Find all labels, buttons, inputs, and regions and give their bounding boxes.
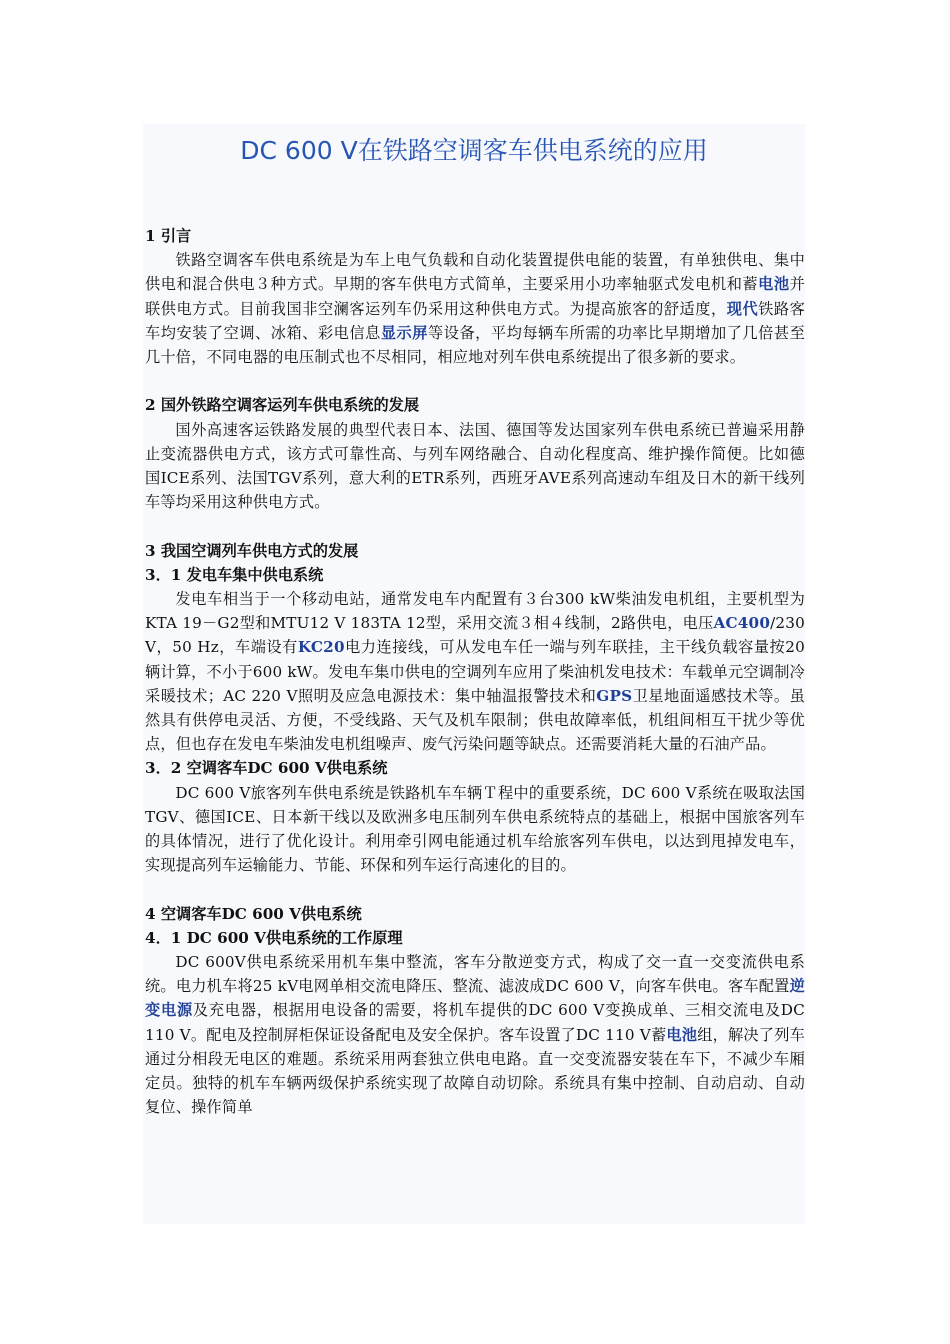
section-1-paragraph: 铁路空调客车供电系统是为车上电气负载和自动化装置提供电能的装置，有单独供电、集中供电和混合供电３种方式。早期的客车供电方式简单，主要采用小功率轴驱式发电机和蓄电池并联供电方式。目前我国非空澜客运列车仍采用这种供电方式。为提高旅客的舒适度，现代铁路客车均安装了空调、冰箱、彩电信息显示屏等设备，平均每辆车所需的功率比早期增加了几倍甚至几十倍，不同电器的电压制式也不尽相同，相应地对列车供电系统提出了很多新的要求。 bbox=[145, 251, 805, 367]
document-body bbox=[145, 224, 805, 1119]
link-inverter-power[interactable]: 逆变电源 bbox=[145, 977, 805, 1020]
section-2-paragraph: 国外高速客运铁路发展的典型代表日本、法国、德国等发达国家列车供电系统已普遍采用静止变流器供电方式，该方式可靠性高、与列车网络融合、自动化程度高、维护操作简便。比如德国ICE系列、法国TGV系列，意大利的ETR系列，西班牙AVE系列高速动车组及日木的新干线列车等均采用这种供电方式。 bbox=[145, 420, 805, 512]
link-kc20[interactable]: KC20 bbox=[297, 638, 345, 657]
link-display-screen[interactable]: 显示屏 bbox=[380, 323, 428, 342]
section-1-heading: 1 引言 bbox=[145, 227, 192, 245]
link-gps[interactable]: GPS bbox=[596, 686, 633, 705]
section-4-1-paragraph: DC 600V供电系统采用机车集中整流，客车分散逆变方式，构成了交一直一交变流供电系统。电力机车将25 kV电网单相交流电降压、整流、滤波成DC 600 V，向客车供电。客车配置逆变电源及充电器，根据用电设备的需要，将机车提供的DC 600 V变换成单、三相交流电及DC 110 V。配电及控制屏柜保证设备配电及安全保护。客车设置了DC 110 V蓄电池组，解决了列车通过分相段无电区的难题。系统采用两套独立供电电路。直一交变流器安装在车下，不减少车厢定员。独特的机车车辆两级保护系统实现了故障自动切除。系统具有集中控制、自动启动、自动复位、操作简单 bbox=[145, 953, 805, 1117]
section-4-heading: 4 空调客车DC 600 V供电系统 bbox=[145, 904, 362, 923]
document-title: DC 600 V在铁路空调客车供电系统的应用 bbox=[240, 136, 708, 165]
section-3-heading: 3 我国空调列车供电方式的发展 bbox=[145, 541, 359, 560]
link-ac400[interactable]: AC400 bbox=[713, 614, 771, 633]
document-page bbox=[143, 124, 805, 1224]
section-2-heading: 2 国外铁路空调客运列车供电系统的发展 bbox=[145, 396, 420, 415]
section-3-1-heading: 3．1 发电车集中供电系统 bbox=[145, 565, 324, 584]
link-modern[interactable]: 现代 bbox=[726, 299, 759, 318]
link-battery-2[interactable]: 电池 bbox=[666, 1025, 698, 1044]
section-3-2-paragraph: DC 600 V旅客列车供电系统是铁路机车车辆Ｔ程中的重要系统，DC 600 V系统在吸取法国TGV、德国ICE、日本新干线以及欧洲多电压制列车供电系统特点的基础上，根据中国旅客列车的具体情况，进行了优化设计。利用牵引网电能通过机车给旅客列车供电，以达到甩掉发电车，实现提高列车运输能力、节能、环保和列车运行高速化的目的。 bbox=[145, 783, 805, 875]
link-battery[interactable]: 电池 bbox=[758, 275, 790, 294]
section-4-1-heading: 4．1 DC 600 V供电系统的工作原理 bbox=[145, 928, 403, 947]
section-3-1-paragraph: 发电车相当于一个移动电站，通常发电车内配置有３台300 kW柴油发电机组，主要机型为KTA 19－G2型和MTU12 V 183TA 12型，采用交流３相４线制，2路供电，电压AC400/230 V，50 Hz，车端设有KC20电力连接线，可从发电车任一端与列车联挂，主干线负载容量按20辆计算，不小于600 kW。发电车集巾供电的空调列车应用了柴油机发电技术：车载单元空调制冷采暖技术；AC 220 V照明及应急电源技术：集中轴温报警技术和GPS卫星地面遥感技术等。虽然具有供停电灵活、方便，不受线路、天气及机车限制；供电故障率低，机组间相互干扰少等优点，但也存在发电车柴油发电机组噪声、废气污染问题等缺点。还需要消耗大量的石油产品。 bbox=[145, 590, 805, 754]
section-3-2-heading: 3．2 空调客车DC 600 V供电系统 bbox=[145, 759, 388, 778]
